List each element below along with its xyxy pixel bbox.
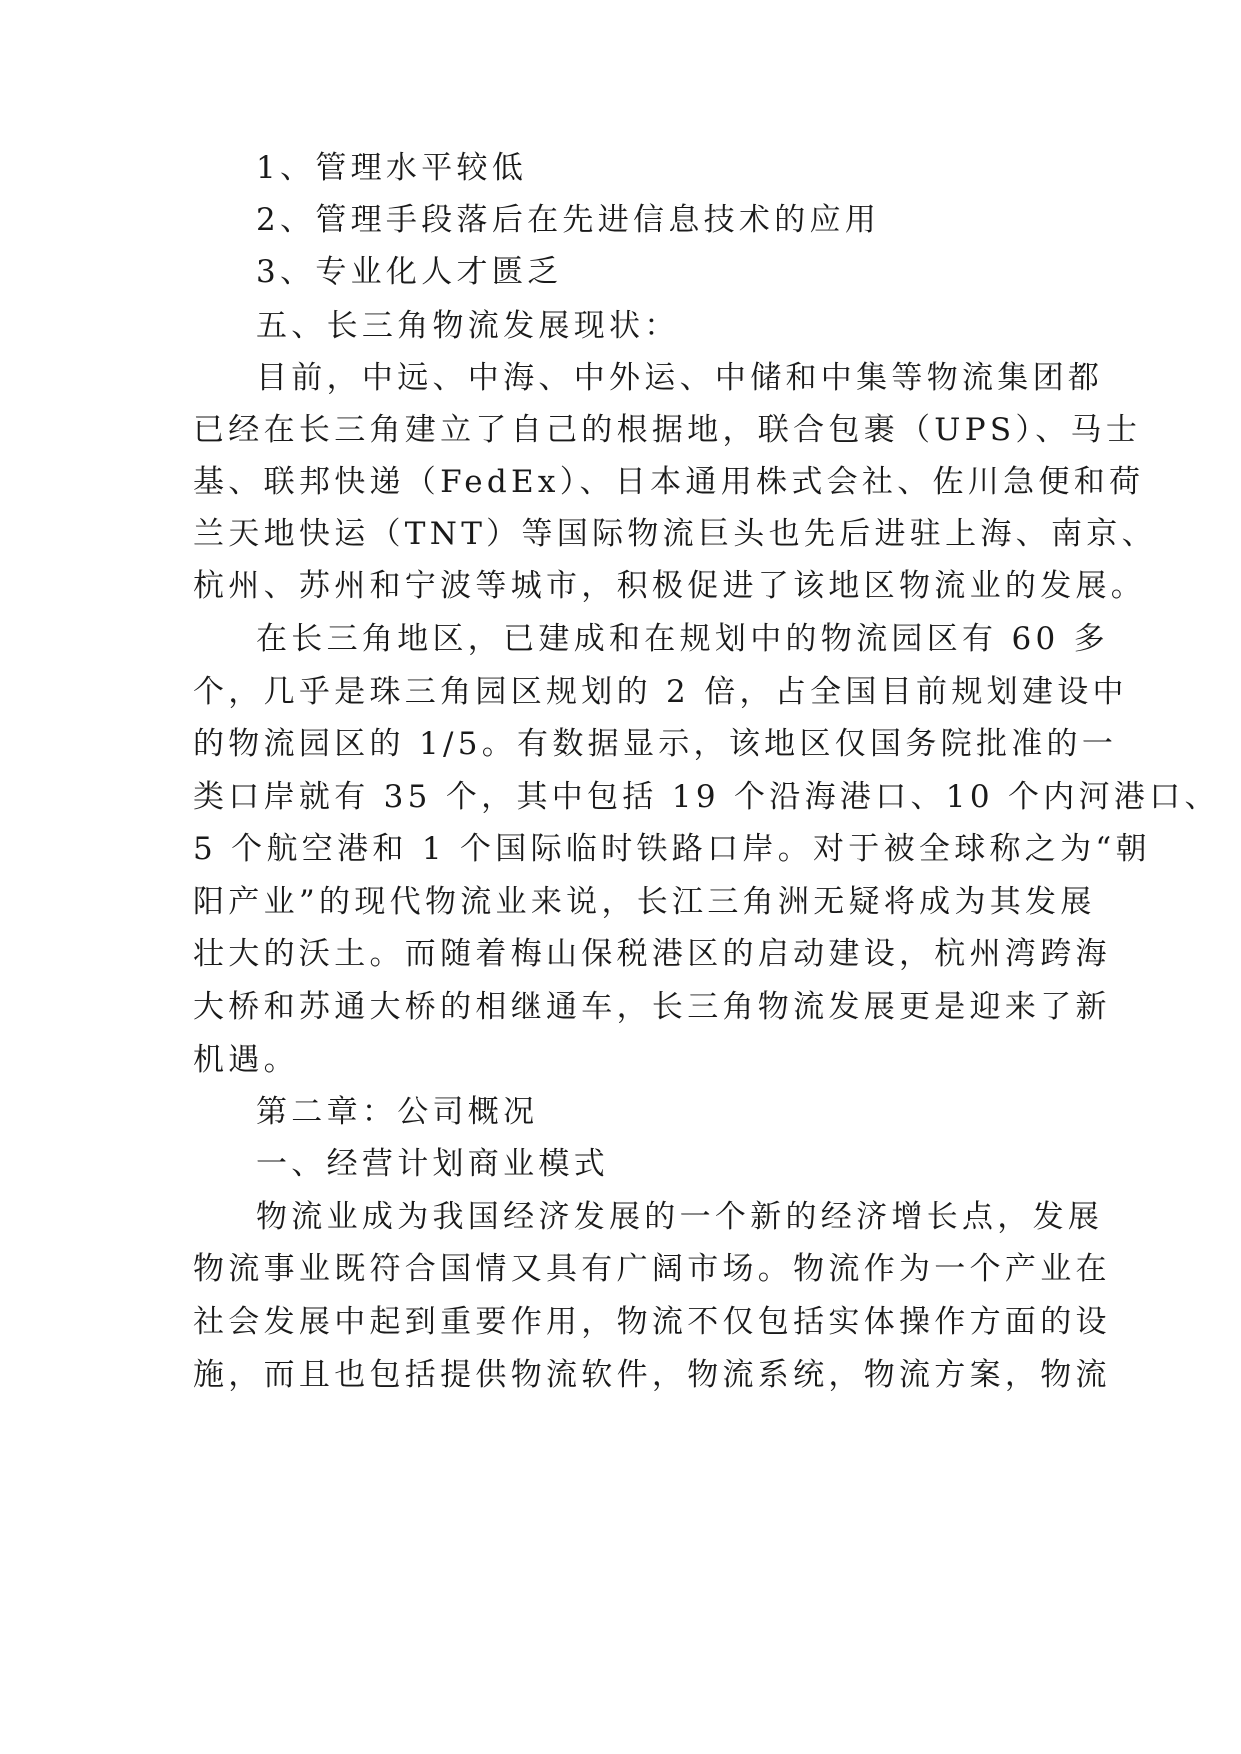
paragraph-line: 基、联邦快递（FedEx）、日本通用株式会社、佐川急便和荷	[193, 464, 1145, 500]
paragraph-line: 的物流园区的 1/5。有数据显示，该地区仅国务院批准的一	[193, 726, 1118, 762]
paragraph-line: 类口岸就有 35 个，其中包括 19 个沿海港口、10 个内河港口、	[193, 779, 1220, 815]
paragraph-line: 兰天地快运（TNT）等国际物流巨头也先后进驻上海、南京、	[193, 516, 1157, 552]
paragraph-line: 物流事业既符合国情又具有广阔市场。物流作为一个产业在	[193, 1251, 1111, 1287]
chapter-heading: 第二章：公司概况	[256, 1094, 539, 1130]
list-item-management-means: 2、管理手段落后在先进信息技术的应用	[256, 202, 881, 238]
paragraph-line: 杭州、苏州和宁波等城市，积极促进了该地区物流业的发展。	[193, 568, 1147, 604]
list-item-management-level: 1、管理水平较低	[256, 150, 528, 186]
paragraph-line: 社会发展中起到重要作用，物流不仅包括实体操作方面的设	[193, 1304, 1111, 1340]
paragraph-line: 物流业成为我国经济发展的一个新的经济增长点，发展	[256, 1199, 1104, 1235]
section-heading-business-model: 一、经营计划商业模式	[256, 1146, 609, 1182]
paragraph-line: 5 个航空港和 1 个国际临时铁路口岸。对于被全球称之为“朝	[193, 831, 1151, 867]
paragraph-line: 目前，中远、中海、中外运、中储和中集等物流集团都	[256, 360, 1104, 396]
paragraph-line: 阳产业”的现代物流业来说，长江三角洲无疑将成为其发展	[193, 884, 1096, 920]
paragraph-line: 在长三角地区，已建成和在规划中的物流园区有 60 多	[256, 621, 1109, 657]
paragraph-line: 壮大的沃土。而随着梅山保税港区的启动建设，杭州湾跨海	[193, 936, 1111, 972]
paragraph-line: 已经在长三角建立了自己的根据地，联合包裹（UPS）、马士	[193, 412, 1142, 448]
paragraph-line: 机遇。	[193, 1042, 299, 1078]
paragraph-line: 大桥和苏通大桥的相继通车，长三角物流发展更是迎来了新	[193, 989, 1111, 1025]
paragraph-line: 个，几乎是珠三角园区规划的 2 倍，占全国目前规划建设中	[193, 674, 1128, 710]
list-item-talent-shortage: 3、专业化人才匮乏	[256, 254, 563, 290]
section-heading-yrd-logistics: 五、长三角物流发展现状：	[256, 308, 680, 344]
paragraph-line: 施，而且也包括提供物流软件，物流系统，物流方案，物流	[193, 1357, 1111, 1393]
